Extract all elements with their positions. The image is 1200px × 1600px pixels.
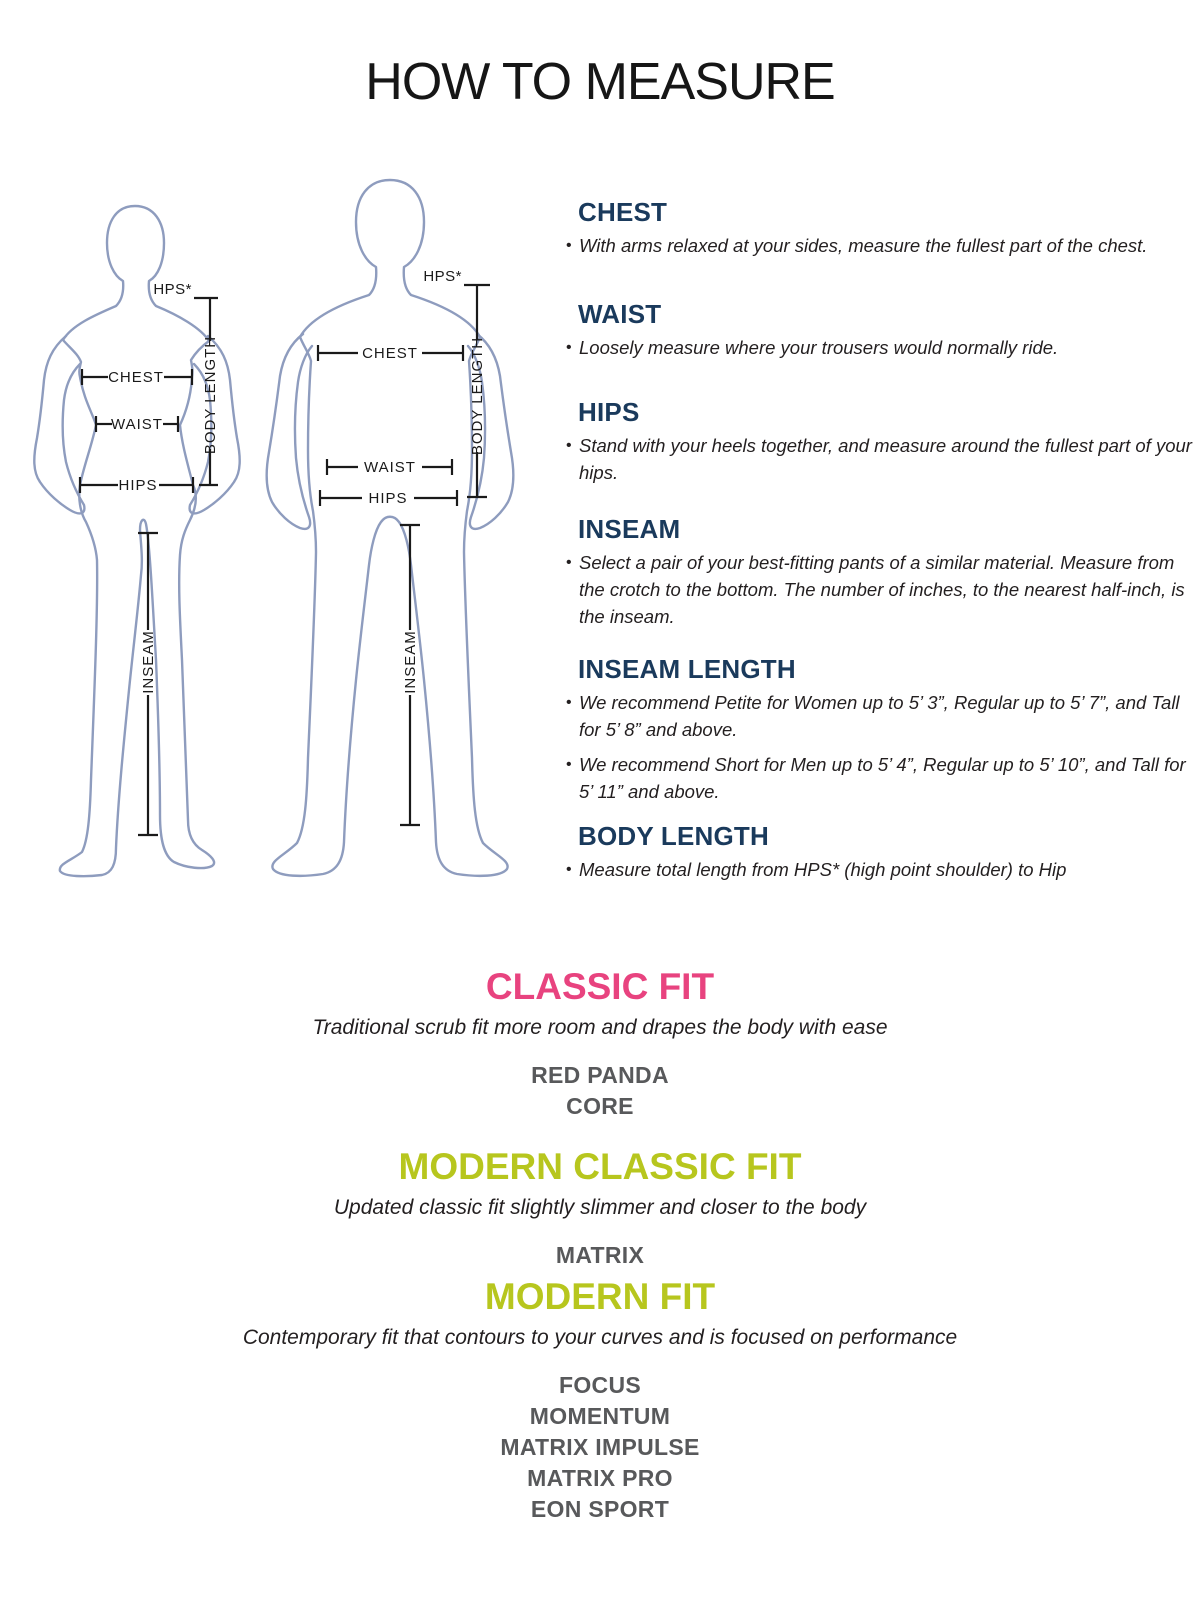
- bullet-glyph: •: [566, 861, 572, 878]
- fit-classic-description: Traditional scrub fit more room and drapes the body with ease: [312, 1016, 888, 1039]
- female-figure: [34, 206, 239, 876]
- male-chest-label: CHEST: [362, 345, 418, 362]
- fit-modern-classic-heading: MODERN CLASSIC FIT: [398, 1146, 802, 1187]
- fit-section-classic: [0, 966, 1200, 1122]
- bullet-glyph: •: [566, 339, 572, 356]
- male-hps-label: HPS*: [423, 268, 462, 285]
- product-name: MATRIX: [555, 1242, 645, 1268]
- section-heading-waist: WAIST: [578, 299, 662, 329]
- female-measurement-labels: [108, 281, 219, 694]
- measure-section-body-length: [566, 821, 1194, 883]
- fit-modern-classic-products: [0, 1240, 1200, 1271]
- bullet-glyph: •: [566, 237, 572, 254]
- bullet-glyph: •: [566, 756, 572, 773]
- measure-section-hips: [566, 397, 1194, 486]
- section-heading-body-length: BODY LENGTH: [578, 821, 769, 851]
- section-heading-inseam: INSEAM: [578, 514, 681, 544]
- measure-section-waist: [566, 299, 1194, 361]
- female-hips-label: HIPS: [118, 477, 158, 494]
- male-left-arm-outline: [267, 334, 312, 529]
- section-heading-inseam-length: INSEAM LENGTH: [578, 654, 796, 684]
- measure-section-inseam-length: [566, 654, 1194, 805]
- section-heading-hips: HIPS: [578, 397, 640, 427]
- product-name: MATRIX PRO: [527, 1465, 673, 1491]
- female-inseam-label: INSEAM: [140, 630, 157, 694]
- male-hips-label: HIPS: [368, 490, 408, 507]
- fit-classic-products: [0, 1060, 1200, 1122]
- product-name: FOCUS: [559, 1372, 641, 1398]
- fit-classic-heading: CLASSIC FIT: [485, 966, 715, 1007]
- female-left-arm-outline: [34, 336, 84, 513]
- fit-modern-products: [0, 1370, 1200, 1525]
- section-text: Loosely measure where your trousers would normally ride.: [579, 337, 1059, 358]
- page-title: HOW TO MEASURE: [365, 53, 835, 111]
- female-body-length-label: BODY LENGTH: [202, 335, 219, 455]
- section-text: Select a pair of your best-fitting pants of a similar material. Measure from the crotch to the bottom. The number of inches, to the nearest half-inch, is the inseam.: [579, 552, 1185, 627]
- measure-instructions: [566, 197, 1194, 883]
- product-name: EON SPORT: [530, 1496, 670, 1522]
- product-name: MOMENTUM: [529, 1403, 671, 1429]
- measurement-diagram: [0, 150, 560, 900]
- fit-section-modern-classic: [0, 1146, 1200, 1271]
- section-text: We recommend Short for Men up to 5’ 4”, Regular up to 5’ 10”, and Tall for 5’ 11” and above.: [579, 754, 1186, 802]
- fit-modern-description: Contemporary fit that contours to your curves and is focused on performance: [242, 1326, 958, 1349]
- bullet-glyph: •: [566, 437, 572, 454]
- bullet-glyph: •: [566, 694, 572, 711]
- female-hps-label: HPS*: [153, 281, 192, 298]
- section-text: Measure total length from HPS* (high point shoulder) to Hip: [579, 859, 1067, 880]
- measure-section-inseam: [566, 514, 1194, 630]
- male-inseam-label: INSEAM: [402, 630, 419, 694]
- section-text: Stand with your heels together, and measure around the fullest part of your hips.: [579, 435, 1192, 483]
- bullet-glyph: •: [566, 554, 572, 571]
- fit-modern-classic-description: Updated classic fit slightly slimmer and closer to the body: [333, 1196, 867, 1219]
- section-text: With arms relaxed at your sides, measure the fullest part of the chest.: [579, 235, 1148, 256]
- product-name: RED PANDA: [531, 1062, 669, 1088]
- section-heading-chest: CHEST: [578, 197, 668, 227]
- product-name: MATRIX IMPULSE: [500, 1434, 700, 1460]
- female-chest-label: CHEST: [108, 369, 164, 386]
- female-body-outline: [60, 206, 214, 876]
- section-text: We recommend Petite for Women up to 5’ 3”, Regular up to 5’ 7”, and Tall for 5’ 8” and above.: [579, 692, 1180, 740]
- fit-section-modern: [0, 1276, 1200, 1525]
- male-body-length-label: BODY LENGTH: [469, 336, 486, 456]
- fit-modern-heading: MODERN FIT: [484, 1276, 716, 1317]
- female-waist-label: WAIST: [111, 416, 163, 433]
- product-name: CORE: [566, 1093, 634, 1119]
- male-waist-label: WAIST: [364, 459, 416, 476]
- measure-section-chest: [566, 197, 1194, 259]
